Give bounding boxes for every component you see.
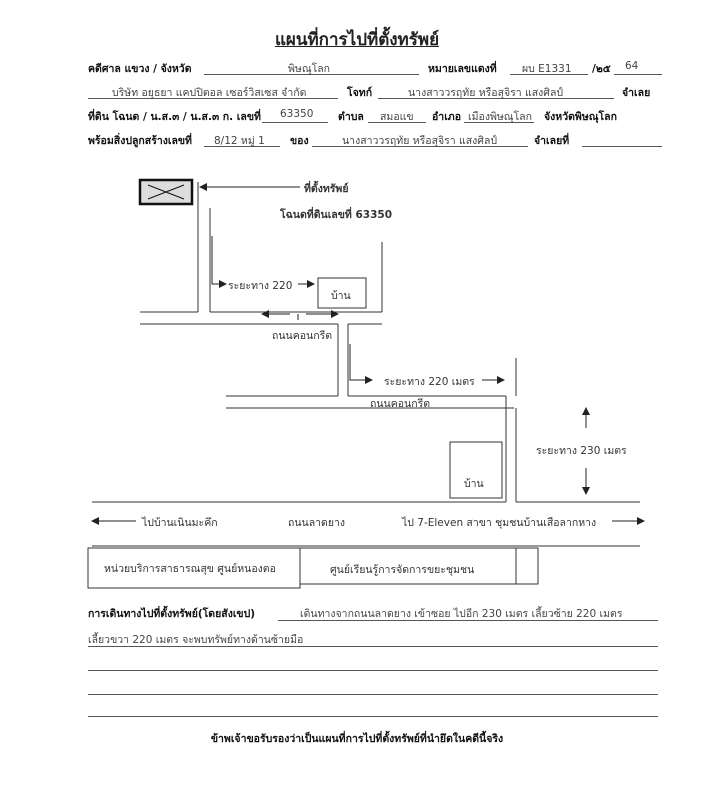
dist1-label: ระยะทาง 220	[228, 280, 293, 292]
certification-text: ข้าพเจ้าขอรับรองว่าเป็นแผนที่การไปที่ตั้งทรัพย์ที่นำยึดในคดีนี้จริง	[210, 733, 504, 745]
directions-label: การเดินทางไปที่ตั้งทรัพย์(โดยสังเขป)	[88, 608, 256, 620]
health-center-label: หน่วยบริการสาธารณสุข ศูนย์หนองตอ	[104, 563, 276, 575]
dist2-label: ระยะทาง 220 เมตร	[384, 376, 475, 388]
dist1-turn	[212, 236, 226, 284]
province-text: จังหวัดพิษณุโลก	[544, 111, 617, 123]
owner-value: นางสาววรฤทัย หรือสุจิรา แสงศิลป์	[342, 135, 498, 147]
to-left-label: ไปบ้านเนินมะคึก	[142, 517, 218, 529]
waste-center-label: ศูนย์เรียนรู้การจัดการขยะชุมชน	[330, 564, 475, 576]
defendant-value: นางสาววรฤทัย หรือสุจิรา แสงศิลป์	[408, 87, 564, 99]
road1-label: ถนนคอนกรีต	[272, 330, 333, 342]
dist2-turn	[350, 344, 372, 380]
case-year-sep: /๒๕	[592, 63, 611, 75]
road2-label: ถนนคอนกรีต	[370, 398, 431, 410]
court-value: พิษณุโลก	[288, 63, 331, 75]
owner-label: ของ	[290, 135, 309, 147]
directions-underline-3	[88, 670, 658, 671]
defendant-role: จำเลย	[622, 87, 651, 99]
directions-line-2: เลี้ยวขวา 220 เมตร จะพบทรัพย์ทางด้านซ้ายมือ	[88, 634, 304, 646]
land-label: ที่ดิน โฉนด / น.ส.๓ / น.ส.๓ ก. เลขที่	[88, 111, 261, 123]
directions-line-1: เดินทางจากถนนลาดยาง เข้าซอย ไปอีก 230 เมตร เลี้ยวซ้าย 220 เมตร	[300, 608, 623, 620]
building-value: 8/12 หมู่ 1	[214, 135, 265, 147]
house2-label: บ้าน	[464, 478, 484, 490]
directions-underline-5	[88, 716, 658, 717]
plaintiff-value: บริษัท อยุธยา แคปปิตอล เซอร์วิสเซส จำกัด	[112, 87, 307, 99]
building-label: พร้อมสิ่งปลูกสร้างเลขที่	[88, 135, 192, 147]
case-no-value: ผบ E1331	[522, 63, 572, 75]
subdistrict-label: ตำบล	[338, 111, 364, 123]
defendant-no-label: จำเลยที่	[534, 135, 570, 147]
case-no-label: หมายเลขแดงที่	[428, 63, 497, 75]
district-label: อำเภอ	[432, 111, 462, 123]
plaintiff-role: โจทก์	[347, 87, 373, 99]
case-year-value: 64	[625, 60, 639, 72]
page-title: แผนที่การไปที่ตั้งทรัพย์	[274, 30, 440, 50]
district-value: เมืองพิษณุโลก	[468, 111, 532, 123]
to-right-label: ไป 7-Eleven สาขา ชุมชนบ้านเสือลากหาง	[402, 517, 597, 529]
land-no-value: 63350	[280, 108, 314, 120]
dist3-label: ระยะทาง 230 เมตร	[536, 445, 627, 457]
property-label: ที่ตั้งทรัพย์	[304, 183, 349, 195]
deed-label: โฉนดที่ดินเลขที่ 63350	[280, 209, 393, 221]
house1-label: บ้าน	[331, 290, 351, 302]
directions-underline-4	[88, 694, 658, 695]
subdistrict-value: สมอแข	[380, 111, 414, 123]
main-road-label: ถนนลาดยาง	[288, 517, 346, 529]
court-label: คดีศาล แขวง / จังหวัด	[88, 63, 192, 75]
